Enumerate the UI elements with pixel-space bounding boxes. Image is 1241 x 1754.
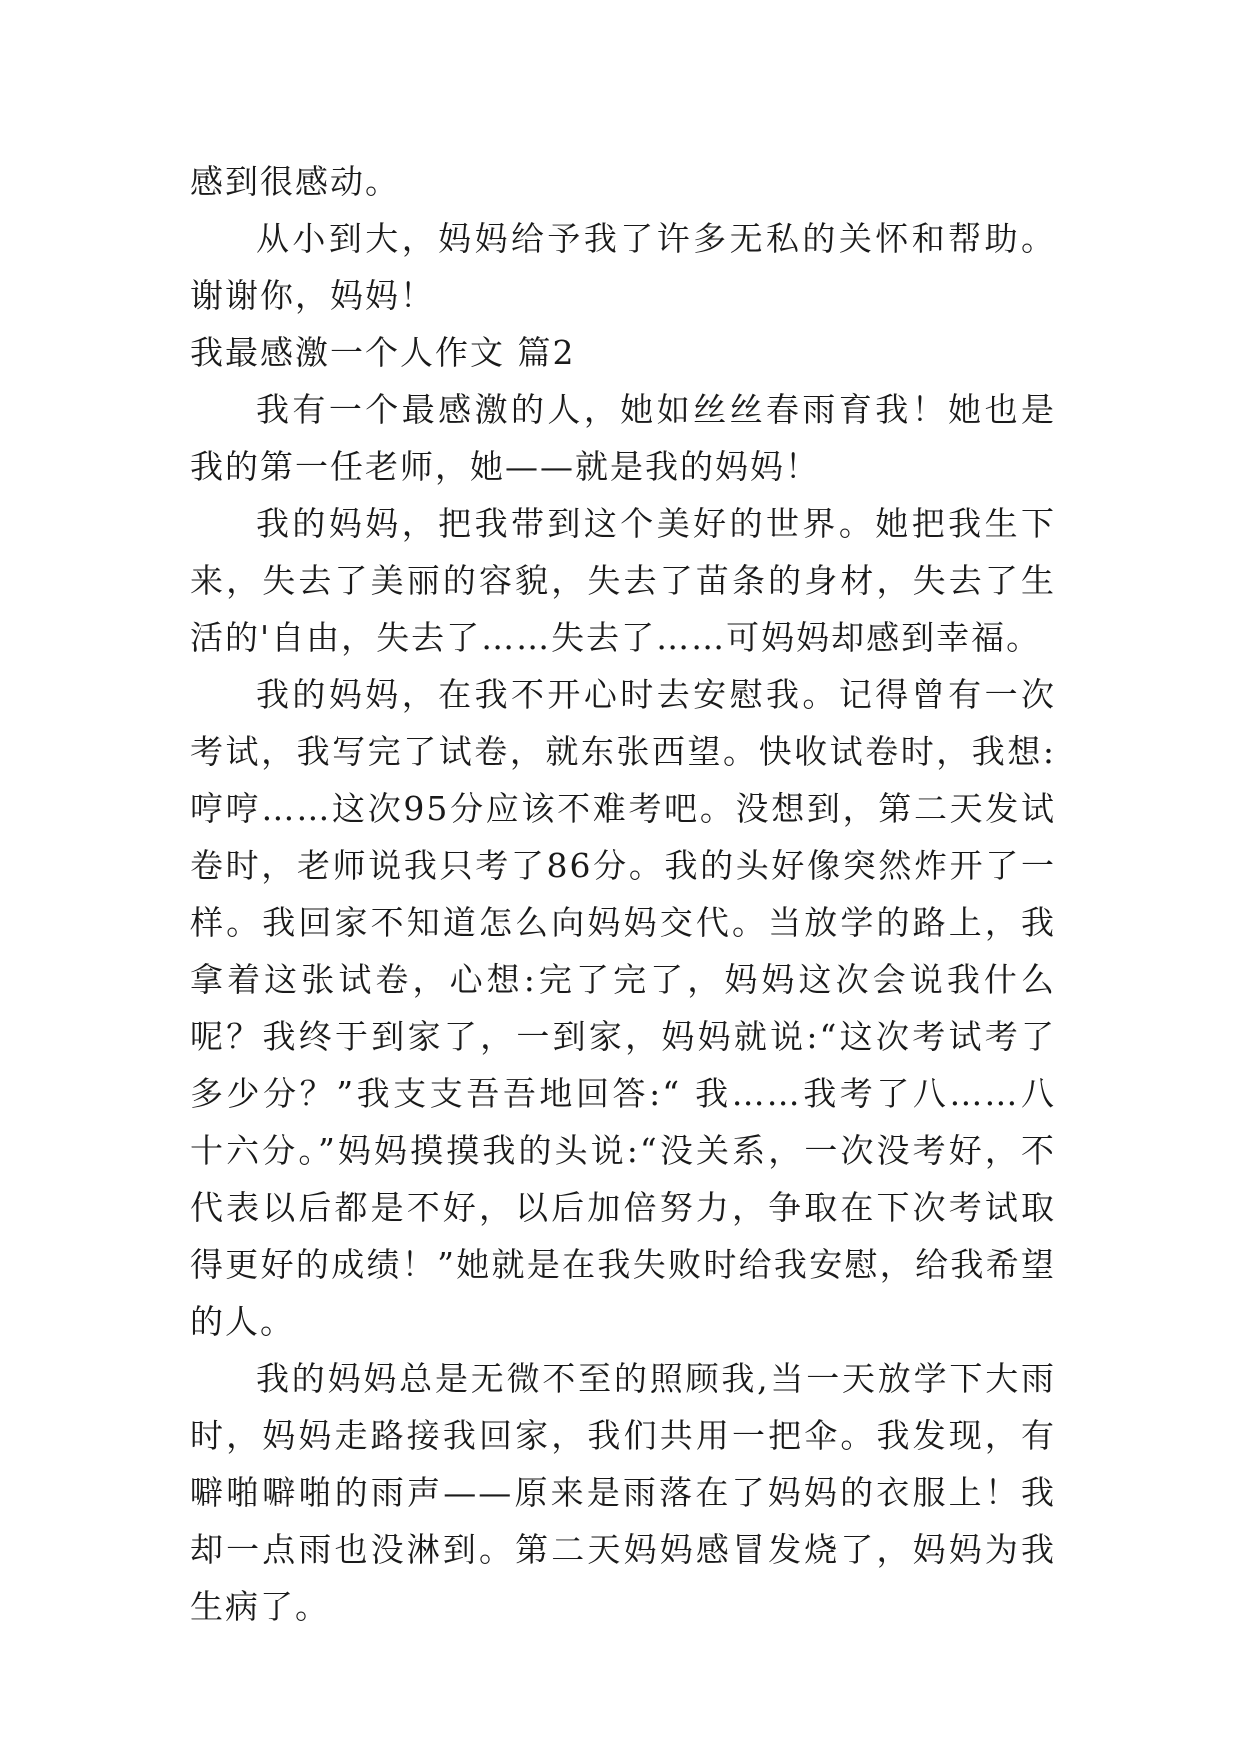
document-body — [190, 153, 1056, 1635]
paragraph-rain-story: 我的妈妈总是无微不至的照顾我,当一天放学下大雨时，妈妈走路接我回家，我们共用一把伞。我发现，有噼啪噼啪的雨声——原来是雨落在了妈妈的衣服上！我却一点雨也没淋到。第二天妈妈感冒发烧了，妈妈为我生病了。 — [190, 1359, 1056, 1626]
paragraph-thanks-mom: 从小到大，妈妈给予我了许多无私的关怀和帮助。谢谢你，妈妈！ — [190, 219, 1056, 315]
paragraph-sacrifice: 我的妈妈，把我带到这个美好的世界。她把我生下来，失去了美丽的容貌，失去了苗条的身材，失去了生活的'自由，失去了……失去了……可妈妈却感到幸福。 — [190, 504, 1056, 657]
paragraph-intro: 我有一个最感激的人，她如丝丝春雨育我！她也是我的第一任老师，她——就是我的妈妈！ — [190, 390, 1056, 486]
section-heading: 我最感激一个人作文 篇2 — [190, 333, 576, 372]
paragraph-exam-story: 我的妈妈，在我不开心时去安慰我。记得曾有一次考试，我写完了试卷，就东张西望。快收试卷时，我想:哼哼……这次95分应该不难考吧。没想到，第二天发试卷时，老师说我只考了86分。我的头好像突然炸开了一样。我回家不知道怎么向妈妈交代。当放学的路上，我拿着这张试卷，心想:完了完了，妈妈这次会说我什么呢？我终于到家了，一到家，妈妈就说:“这次考试考了多少分？”我支支吾吾地回答:“ 我……我考了八……八十六分。”妈妈摸摸我的头说:“没关系，一次没考好，不代表以后都是不好，以后加倍努力，争取在下次考试取得更好的成绩！”她就是在我失败时给我安慰，给我希望的人。 — [190, 675, 1056, 1341]
paragraph-continued: 感到很感动。 — [190, 162, 400, 201]
